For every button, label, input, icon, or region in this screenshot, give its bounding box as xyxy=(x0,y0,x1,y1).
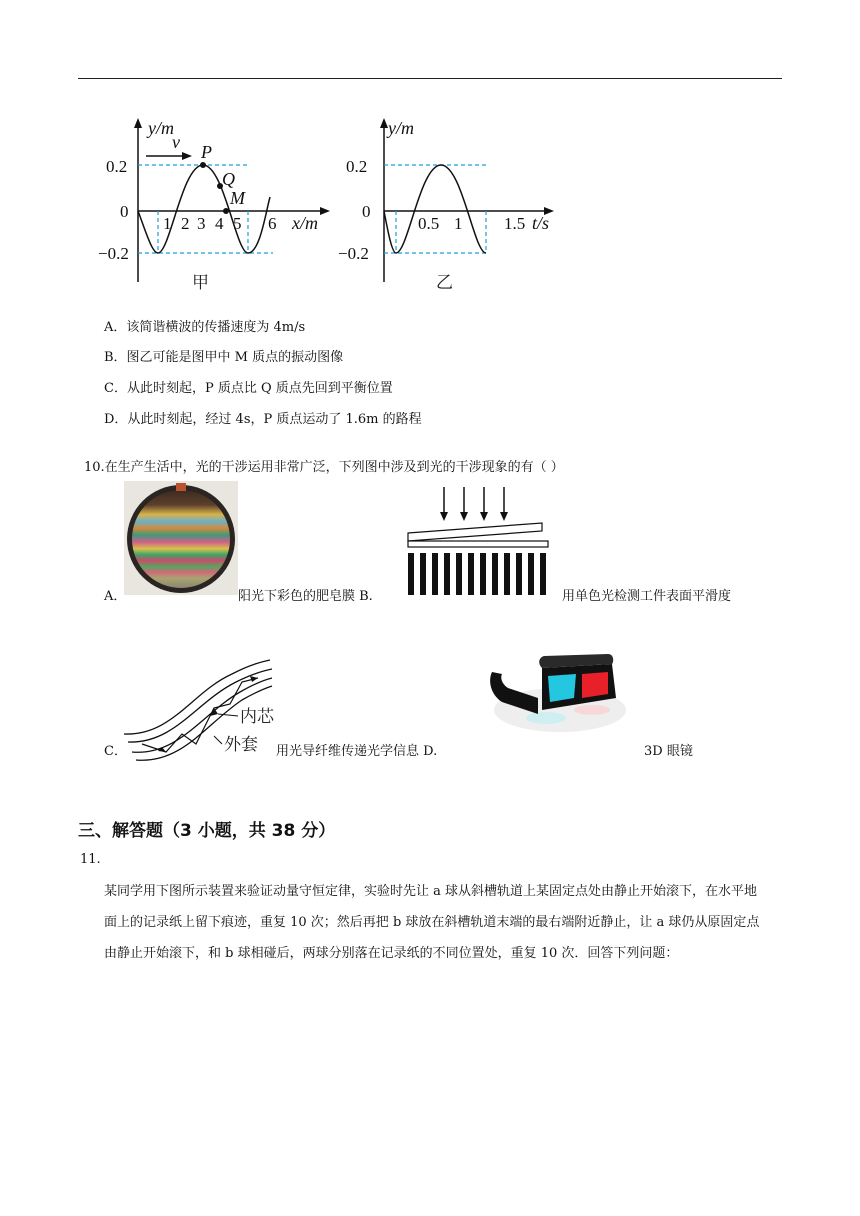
option-c-text[interactable]: 用光导纤维传递光学信息 D. xyxy=(276,744,438,759)
caption-jia: 甲 xyxy=(192,273,209,292)
option-c[interactable]: C．从此时刻起，P 质点比 Q 质点先回到平衡位置 xyxy=(104,381,393,396)
point-m xyxy=(223,208,229,214)
tick-x-1: 1 xyxy=(163,214,172,233)
tick-y-neg-0-2: −0.2 xyxy=(98,244,129,263)
option-c-prefix[interactable]: C． xyxy=(104,744,127,759)
option-b-text[interactable]: 用单色光检测工件表面平滑度 xyxy=(562,589,732,604)
fiber-cladding-label: 外套 xyxy=(224,735,258,755)
tick-y-0: 0 xyxy=(120,202,129,221)
tick-x-4: 4 xyxy=(215,214,224,233)
fiber-core-label: 内芯 xyxy=(240,707,274,727)
tick-y-0: 0 xyxy=(362,202,371,221)
option-d[interactable]: D．从此时刻起，经过 4s，P 质点运动了 1.6m 的路程 xyxy=(104,412,422,427)
caption-yi: 乙 xyxy=(436,273,453,292)
y-axis-label: y/m xyxy=(148,118,174,138)
velocity-label: v xyxy=(172,132,180,152)
tick-t-1: 1 xyxy=(454,214,463,233)
option-d-text[interactable]: 3D 眼镜 xyxy=(644,744,693,759)
header-rule xyxy=(78,78,782,79)
tick-y-0-2: 0.2 xyxy=(346,157,368,176)
point-p xyxy=(200,162,206,168)
question-11-text: 某同学用下图所示装置来验证动量守恒定律，实验时先让 a 球从斜槽轨道上某固定点处由静止开始滚下，在水平地面上的记录纸上留下痕迹，重复 10 次；然后再把 b 球放在斜槽轨道末端的最右端附近静止，让 a 球仍从原固定点由静止开始滚下，和 b 球相碰后，两球分别落在记录纸的不同位置处，重复 10 次．回答下列问题： xyxy=(104,884,760,961)
question-11-number: 11. xyxy=(80,852,101,867)
tick-t-0-5: 0.5 xyxy=(418,214,440,233)
option-a-text[interactable]: 阳光下彩色的肥皂膜 B. xyxy=(238,589,373,604)
tick-x-3: 3 xyxy=(197,214,206,233)
option-b[interactable]: B．图乙可能是图甲中 M 质点的振动图像 xyxy=(104,350,344,365)
tick-x-2: 2 xyxy=(181,214,190,233)
x-axis-label: x/m xyxy=(292,213,318,233)
tick-y-neg-0-2: −0.2 xyxy=(338,244,369,263)
tick-x-6: 6 xyxy=(268,214,277,233)
question-10-stem: 10.在生产生活中，光的干涉运用非常广泛，下列图中涉及到光的干涉现象的有（ ） xyxy=(84,460,564,475)
label-q: Q xyxy=(222,169,235,189)
tick-t-1-5: 1.5 xyxy=(504,214,526,233)
section-3-heading: 三、解答题（3 小题，共 38 分） xyxy=(78,821,336,841)
tick-x-5: 5 xyxy=(233,214,242,233)
optical-fiber-image xyxy=(122,652,274,762)
tick-y-0-2: 0.2 xyxy=(106,157,128,176)
label-p: P xyxy=(201,142,212,162)
option-a-prefix[interactable]: A． xyxy=(104,589,127,604)
label-m: M xyxy=(230,188,245,208)
wedge-interference-image xyxy=(406,487,556,597)
y-axis-label: y/m xyxy=(388,118,414,138)
soap-film-image xyxy=(124,481,238,595)
vibration-graph-yi xyxy=(336,112,566,292)
3d-glasses-image xyxy=(468,618,634,768)
option-a[interactable]: A．该简谐横波的传播速度为 4m/s xyxy=(104,320,306,335)
t-axis-label: t/s xyxy=(532,213,550,233)
wave-graph-jia xyxy=(98,112,338,292)
